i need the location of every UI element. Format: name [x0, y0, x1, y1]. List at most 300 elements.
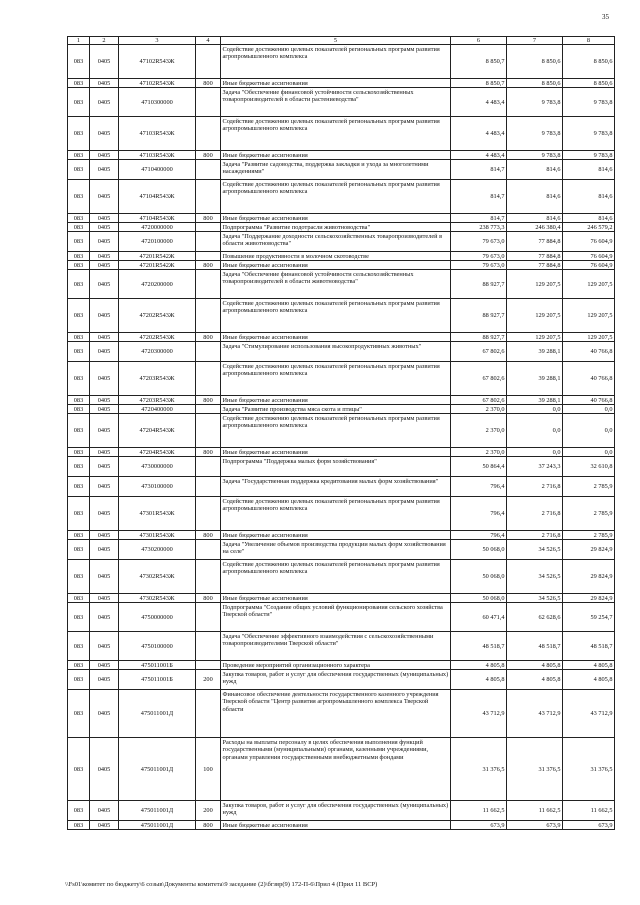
table-row [68, 151, 615, 160]
table-row [68, 362, 615, 396]
description-cell: Содействие достижению целевых показателей региональных программ развития агропромышленного комплекса [221, 560, 451, 594]
expense-type-cell [196, 223, 221, 232]
expense-type-cell [196, 632, 221, 661]
ministry-code-cell: 083 [68, 661, 90, 670]
amount-col8-cell: 40 766,8 [563, 342, 615, 362]
amount-col6-cell: 8 850,7 [451, 45, 507, 79]
section-code-cell: 0405 [90, 821, 119, 830]
target-article-cell: 47301R543Ж [119, 497, 196, 531]
ministry-code-cell: 083 [68, 560, 90, 594]
amount-col7-cell: 48 518,7 [507, 632, 563, 661]
expense-type-cell: 200 [196, 670, 221, 690]
ministry-code-cell: 083 [68, 261, 90, 270]
table-row [68, 117, 615, 151]
amount-col8-cell: 0,0 [563, 405, 615, 414]
section-code-cell: 0405 [90, 801, 119, 821]
target-article-cell: 4710300000 [119, 88, 196, 117]
target-article-cell: 4730200000 [119, 540, 196, 560]
amount-col8-cell: 814,6 [563, 214, 615, 223]
table-row [68, 79, 615, 88]
section-code-cell: 0405 [90, 661, 119, 670]
description-cell: Подпрограмма "Развитие подотрасли животноводства" [221, 223, 451, 232]
description-cell: Задача "Поддержание доходности сельскохозяйственных товаропроизводителей в области животноводства" [221, 232, 451, 252]
target-article-cell: 47203R543Ж [119, 362, 196, 396]
amount-col6-cell: 43 712,9 [451, 690, 507, 738]
description-cell: Задача "Обеспечение финансовой устойчивости сельскохозяйственных товаропроизводителей в области животноводства" [221, 270, 451, 299]
amount-col6-cell: 796,4 [451, 497, 507, 531]
ministry-code-cell: 083 [68, 457, 90, 477]
amount-col6-cell: 4 483,4 [451, 117, 507, 151]
amount-col6-cell: 79 673,0 [451, 261, 507, 270]
section-code-cell: 0405 [90, 540, 119, 560]
ministry-code-cell: 083 [68, 79, 90, 88]
description-cell: Задача "Обеспечение финансовой устойчивости сельскохозяйственных товаропроизводителей в области растениеводства" [221, 88, 451, 117]
section-code-cell: 0405 [90, 88, 119, 117]
section-code-cell: 0405 [90, 151, 119, 160]
amount-col7-cell: 4 805,8 [507, 661, 563, 670]
section-code-cell: 0405 [90, 670, 119, 690]
target-article-cell: 47202R543Ж [119, 299, 196, 333]
amount-col6-cell: 50 068,0 [451, 540, 507, 560]
amount-col8-cell: 32 610,8 [563, 457, 615, 477]
amount-col7-cell: 43 712,9 [507, 690, 563, 738]
target-article-cell: 4750000000 [119, 603, 196, 632]
amount-col6-cell: 31 376,5 [451, 738, 507, 801]
file-path-footer: \\Fs01\комитет по бюджету\6 созыв\Документы комитета\9 заседание (2)\бгзвр(9) 172-П-6\Прил 4 (Прил 11 ВСР) [65, 881, 378, 888]
amount-col8-cell: 2 785,9 [563, 531, 615, 540]
expense-type-cell: 800 [196, 333, 221, 342]
ministry-code-cell: 083 [68, 252, 90, 261]
amount-col8-cell: 29 824,9 [563, 560, 615, 594]
description-cell: Подпрограмма "Поддержка малых форм хозяйствования" [221, 457, 451, 477]
table-row [68, 160, 615, 180]
ministry-code-cell: 083 [68, 738, 90, 801]
amount-col6-cell: 79 673,0 [451, 232, 507, 252]
table-row [68, 821, 615, 830]
table-row [68, 540, 615, 560]
ministry-code-cell: 083 [68, 594, 90, 603]
section-code-cell: 0405 [90, 690, 119, 738]
target-article-cell: 4720200000 [119, 270, 196, 299]
section-code-cell: 0405 [90, 560, 119, 594]
expense-type-cell: 800 [196, 531, 221, 540]
amount-col7-cell: 9 783,8 [507, 88, 563, 117]
amount-col8-cell: 29 824,9 [563, 594, 615, 603]
ministry-code-cell: 083 [68, 396, 90, 405]
amount-col8-cell: 2 785,9 [563, 477, 615, 497]
amount-col8-cell: 40 766,8 [563, 362, 615, 396]
expense-type-cell [196, 160, 221, 180]
amount-col7-cell: 129 207,5 [507, 270, 563, 299]
section-code-cell: 0405 [90, 45, 119, 79]
table-row [68, 603, 615, 632]
table-row [68, 661, 615, 670]
table-row [68, 396, 615, 405]
expense-type-cell [196, 405, 221, 414]
table-body [68, 45, 615, 830]
description-cell: Содействие достижению целевых показателей региональных программ развития агропромышленного комплекса [221, 414, 451, 448]
description-cell: Содействие достижению целевых показателей региональных программ развития агропромышленного комплекса [221, 117, 451, 151]
section-code-cell: 0405 [90, 414, 119, 448]
section-code-cell: 0405 [90, 632, 119, 661]
table-row [68, 270, 615, 299]
amount-col7-cell: 814,6 [507, 180, 563, 214]
amount-col7-cell: 129 207,5 [507, 333, 563, 342]
section-code-cell: 0405 [90, 261, 119, 270]
amount-col6-cell: 48 518,7 [451, 632, 507, 661]
section-code-cell: 0405 [90, 214, 119, 223]
amount-col6-cell: 2 370,0 [451, 414, 507, 448]
description-cell: Подпрограмма "Создание общих условий функционирования сельского хозяйства Тверской области" [221, 603, 451, 632]
page-number: 35 [602, 13, 609, 21]
ministry-code-cell: 083 [68, 670, 90, 690]
expense-type-cell [196, 88, 221, 117]
table-row [68, 531, 615, 540]
ministry-code-cell: 083 [68, 603, 90, 632]
table-row [68, 214, 615, 223]
table-row [68, 45, 615, 79]
description-cell: Задача "Развитие садоводства, поддержка закладки и ухода за многолетними насаждениями" [221, 160, 451, 180]
amount-col8-cell: 31 376,5 [563, 738, 615, 801]
target-article-cell: 4720300000 [119, 342, 196, 362]
expense-type-cell [196, 117, 221, 151]
description-cell: Содействие достижению целевых показателей региональных программ развития агропромышленного комплекса [221, 299, 451, 333]
amount-col8-cell: 0,0 [563, 414, 615, 448]
description-cell: Иные бюджетные ассигнования [221, 261, 451, 270]
target-article-cell: 47204R543Ж [119, 414, 196, 448]
target-article-cell: 4730100000 [119, 477, 196, 497]
description-cell: Задача "Государственная поддержка кредитования малых форм хозяйствования" [221, 477, 451, 497]
description-cell: Финансовое обеспечение деятельности государственного казенного учреждения Тверской области "Центр развития агропромышленного комплекса Тверской области [221, 690, 451, 738]
amount-col7-cell: 39 288,1 [507, 396, 563, 405]
table-row [68, 180, 615, 214]
expense-type-cell [196, 690, 221, 738]
amount-col7-cell: 4 805,8 [507, 670, 563, 690]
amount-col6-cell: 67 802,6 [451, 362, 507, 396]
section-code-cell: 0405 [90, 180, 119, 214]
target-article-cell: 47204R543Ж [119, 448, 196, 457]
section-code-cell: 0405 [90, 117, 119, 151]
ministry-code-cell: 083 [68, 151, 90, 160]
amount-col8-cell: 43 712,9 [563, 690, 615, 738]
ministry-code-cell: 083 [68, 180, 90, 214]
amount-col8-cell: 246 579,2 [563, 223, 615, 232]
header-cell: 1 [68, 37, 90, 45]
amount-col8-cell: 673,9 [563, 821, 615, 830]
amount-col7-cell: 673,9 [507, 821, 563, 830]
target-article-cell: 47103R543Ж [119, 117, 196, 151]
section-code-cell: 0405 [90, 79, 119, 88]
amount-col6-cell: 238 773,3 [451, 223, 507, 232]
expense-type-cell: 800 [196, 79, 221, 88]
header-cell: 8 [563, 37, 615, 45]
table-row [68, 801, 615, 821]
expense-type-cell [196, 270, 221, 299]
header-cell: 3 [119, 37, 196, 45]
ministry-code-cell: 083 [68, 632, 90, 661]
amount-col8-cell: 29 824,9 [563, 540, 615, 560]
section-code-cell: 0405 [90, 531, 119, 540]
table-row [68, 223, 615, 232]
description-cell: Задача "Обеспечение эффективного взаимодействия с сельскохозяйственными товаропроизводителями Тверской области" [221, 632, 451, 661]
amount-col6-cell: 88 927,7 [451, 270, 507, 299]
ministry-code-cell: 083 [68, 342, 90, 362]
table-row [68, 632, 615, 661]
table-row [68, 560, 615, 594]
expense-type-cell: 800 [196, 214, 221, 223]
target-article-cell: 4720100000 [119, 232, 196, 252]
table-row [68, 405, 615, 414]
description-cell: Иные бюджетные ассигнования [221, 151, 451, 160]
amount-col8-cell: 2 785,9 [563, 497, 615, 531]
amount-col7-cell: 34 526,5 [507, 540, 563, 560]
amount-col6-cell: 50 068,0 [451, 560, 507, 594]
amount-col7-cell: 62 628,6 [507, 603, 563, 632]
target-article-cell: 47102R543Ж [119, 45, 196, 79]
ministry-code-cell: 083 [68, 821, 90, 830]
target-article-cell: 47102R543Ж [119, 79, 196, 88]
section-code-cell: 0405 [90, 232, 119, 252]
expense-type-cell [196, 457, 221, 477]
amount-col7-cell: 2 716,8 [507, 477, 563, 497]
target-article-cell: 475011001Д [119, 801, 196, 821]
amount-col7-cell: 9 783,8 [507, 117, 563, 151]
table-row [68, 670, 615, 690]
amount-col8-cell: 814,6 [563, 160, 615, 180]
target-article-cell: 47202R543Ж [119, 333, 196, 342]
amount-col6-cell: 60 471,4 [451, 603, 507, 632]
expense-type-cell [196, 180, 221, 214]
expense-type-cell [196, 299, 221, 333]
header-cell: 4 [196, 37, 221, 45]
amount-col8-cell: 9 783,8 [563, 88, 615, 117]
amount-col6-cell: 4 483,4 [451, 88, 507, 117]
section-code-cell: 0405 [90, 594, 119, 603]
section-code-cell: 0405 [90, 160, 119, 180]
amount-col8-cell: 8 850,6 [563, 45, 615, 79]
expense-type-cell: 200 [196, 801, 221, 821]
section-code-cell: 0405 [90, 738, 119, 801]
target-article-cell: 47301R543Ж [119, 531, 196, 540]
amount-col8-cell: 11 662,5 [563, 801, 615, 821]
amount-col6-cell: 88 927,7 [451, 333, 507, 342]
amount-col7-cell: 34 526,5 [507, 594, 563, 603]
target-article-cell: 475011001Д [119, 821, 196, 830]
amount-col7-cell: 246 380,4 [507, 223, 563, 232]
amount-col6-cell: 814,7 [451, 214, 507, 223]
description-cell: Иные бюджетные ассигнования [221, 821, 451, 830]
amount-col7-cell: 77 884,8 [507, 252, 563, 261]
amount-col8-cell: 48 518,7 [563, 632, 615, 661]
amount-col6-cell: 67 802,6 [451, 342, 507, 362]
amount-col8-cell: 129 207,5 [563, 299, 615, 333]
section-code-cell: 0405 [90, 223, 119, 232]
ministry-code-cell: 083 [68, 801, 90, 821]
target-article-cell: 475011001Б [119, 661, 196, 670]
expense-type-cell [196, 342, 221, 362]
header-cell: 6 [451, 37, 507, 45]
amount-col7-cell: 8 850,6 [507, 79, 563, 88]
ministry-code-cell: 083 [68, 214, 90, 223]
amount-col7-cell: 2 716,8 [507, 531, 563, 540]
section-code-cell: 0405 [90, 299, 119, 333]
target-article-cell: 475011001Д [119, 690, 196, 738]
amount-col7-cell: 0,0 [507, 448, 563, 457]
section-code-cell: 0405 [90, 477, 119, 497]
ministry-code-cell: 083 [68, 690, 90, 738]
description-cell: Содействие достижению целевых показателей региональных программ развития агропромышленного комплекса [221, 45, 451, 79]
amount-col6-cell: 814,7 [451, 180, 507, 214]
table-row [68, 333, 615, 342]
table-row [68, 414, 615, 448]
amount-col7-cell: 34 526,5 [507, 560, 563, 594]
amount-col7-cell: 77 884,8 [507, 261, 563, 270]
amount-col7-cell: 2 716,8 [507, 497, 563, 531]
expense-type-cell: 100 [196, 738, 221, 801]
target-article-cell: 47302R543Ж [119, 594, 196, 603]
header-cell: 5 [221, 37, 451, 45]
target-article-cell: 475011001Д [119, 738, 196, 801]
amount-col8-cell: 0,0 [563, 448, 615, 457]
amount-col8-cell: 9 783,8 [563, 117, 615, 151]
description-cell: Расходы на выплаты персоналу в целях обеспечения выполнения функций государственными (муниципальными) органами, казенными учреждениями, органами управления государственными внебюджетными фондами [221, 738, 451, 801]
description-cell: Иные бюджетные ассигнования [221, 333, 451, 342]
amount-col7-cell: 0,0 [507, 414, 563, 448]
description-cell: Закупка товаров, работ и услуг для обеспечения государственных (муниципальных) нужд [221, 670, 451, 690]
expense-type-cell [196, 560, 221, 594]
description-cell: Задача "Развитие производства мяса скота и птицы" [221, 405, 451, 414]
ministry-code-cell: 083 [68, 270, 90, 299]
section-code-cell: 0405 [90, 270, 119, 299]
section-code-cell: 0405 [90, 252, 119, 261]
ministry-code-cell: 083 [68, 414, 90, 448]
table-row [68, 738, 615, 801]
target-article-cell: 475011001Б [119, 670, 196, 690]
section-code-cell: 0405 [90, 362, 119, 396]
amount-col6-cell: 11 662,5 [451, 801, 507, 821]
amount-col7-cell: 39 288,1 [507, 342, 563, 362]
amount-col6-cell: 79 673,0 [451, 252, 507, 261]
section-code-cell: 0405 [90, 603, 119, 632]
amount-col8-cell: 76 604,9 [563, 232, 615, 252]
section-code-cell: 0405 [90, 333, 119, 342]
target-article-cell: 47104R543Ж [119, 214, 196, 223]
target-article-cell: 4710400000 [119, 160, 196, 180]
section-code-cell: 0405 [90, 497, 119, 531]
ministry-code-cell: 083 [68, 362, 90, 396]
table-row [68, 252, 615, 261]
expense-type-cell [196, 497, 221, 531]
amount-col6-cell: 67 802,6 [451, 396, 507, 405]
expense-type-cell [196, 414, 221, 448]
budget-table [67, 36, 615, 830]
description-cell: Задача "Стимулирование использования высокопродуктивных животных" [221, 342, 451, 362]
ministry-code-cell: 083 [68, 531, 90, 540]
target-article-cell: 47201R542Ж [119, 252, 196, 261]
description-cell: Проведение мероприятий организационного характера [221, 661, 451, 670]
expense-type-cell: 800 [196, 594, 221, 603]
expense-type-cell [196, 603, 221, 632]
ministry-code-cell: 083 [68, 160, 90, 180]
table-row [68, 232, 615, 252]
amount-col7-cell: 11 662,5 [507, 801, 563, 821]
table-row [68, 261, 615, 270]
description-cell: Содействие достижению целевых показателей региональных программ развития агропромышленного комплекса [221, 362, 451, 396]
target-article-cell: 4720000000 [119, 223, 196, 232]
expense-type-cell [196, 45, 221, 79]
table-row [68, 299, 615, 333]
amount-col8-cell: 4 805,8 [563, 661, 615, 670]
amount-col7-cell: 0,0 [507, 405, 563, 414]
description-cell: Иные бюджетные ассигнования [221, 448, 451, 457]
ministry-code-cell: 083 [68, 299, 90, 333]
ministry-code-cell: 083 [68, 45, 90, 79]
expense-type-cell [196, 232, 221, 252]
table-row [68, 594, 615, 603]
description-cell: Иные бюджетные ассигнования [221, 594, 451, 603]
expense-type-cell: 800 [196, 448, 221, 457]
expense-type-cell [196, 661, 221, 670]
amount-col8-cell: 76 604,9 [563, 261, 615, 270]
amount-col7-cell: 39 288,1 [507, 362, 563, 396]
section-code-cell: 0405 [90, 405, 119, 414]
amount-col8-cell: 40 766,8 [563, 396, 615, 405]
amount-col7-cell: 77 884,8 [507, 232, 563, 252]
description-cell: Иные бюджетные ассигнования [221, 531, 451, 540]
expense-type-cell [196, 362, 221, 396]
ministry-code-cell: 083 [68, 497, 90, 531]
description-cell: Закупка товаров, работ и услуг для обеспечения государственных (муниципальных) нужд [221, 801, 451, 821]
ministry-code-cell: 083 [68, 405, 90, 414]
amount-col8-cell: 129 207,5 [563, 270, 615, 299]
amount-col6-cell: 88 927,7 [451, 299, 507, 333]
amount-col7-cell: 31 376,5 [507, 738, 563, 801]
amount-col8-cell: 814,6 [563, 180, 615, 214]
amount-col6-cell: 796,4 [451, 531, 507, 540]
amount-col6-cell: 673,9 [451, 821, 507, 830]
table-row [68, 457, 615, 477]
amount-col7-cell: 814,6 [507, 214, 563, 223]
table-row [68, 448, 615, 457]
ministry-code-cell: 083 [68, 333, 90, 342]
table-row [68, 88, 615, 117]
ministry-code-cell: 083 [68, 448, 90, 457]
amount-col6-cell: 50 864,4 [451, 457, 507, 477]
amount-col8-cell: 76 604,9 [563, 252, 615, 261]
amount-col6-cell: 796,4 [451, 477, 507, 497]
expense-type-cell: 800 [196, 151, 221, 160]
section-code-cell: 0405 [90, 396, 119, 405]
header-cell: 2 [90, 37, 119, 45]
description-cell: Задача "Увеличение объемов производства продукции малых форм хозяйствования на селе" [221, 540, 451, 560]
amount-col6-cell: 8 850,7 [451, 79, 507, 88]
expense-type-cell [196, 252, 221, 261]
expense-type-cell [196, 477, 221, 497]
ministry-code-cell: 083 [68, 477, 90, 497]
expense-type-cell: 800 [196, 396, 221, 405]
amount-col7-cell: 814,6 [507, 160, 563, 180]
ministry-code-cell: 083 [68, 232, 90, 252]
amount-col7-cell: 8 850,6 [507, 45, 563, 79]
description-cell: Содействие достижению целевых показателей региональных программ развития агропромышленного комплекса [221, 180, 451, 214]
expense-type-cell [196, 540, 221, 560]
table-row [68, 477, 615, 497]
amount-col8-cell: 59 254,7 [563, 603, 615, 632]
expense-type-cell: 800 [196, 821, 221, 830]
amount-col6-cell: 4 805,8 [451, 670, 507, 690]
table-row [68, 497, 615, 531]
amount-col6-cell: 50 068,0 [451, 594, 507, 603]
